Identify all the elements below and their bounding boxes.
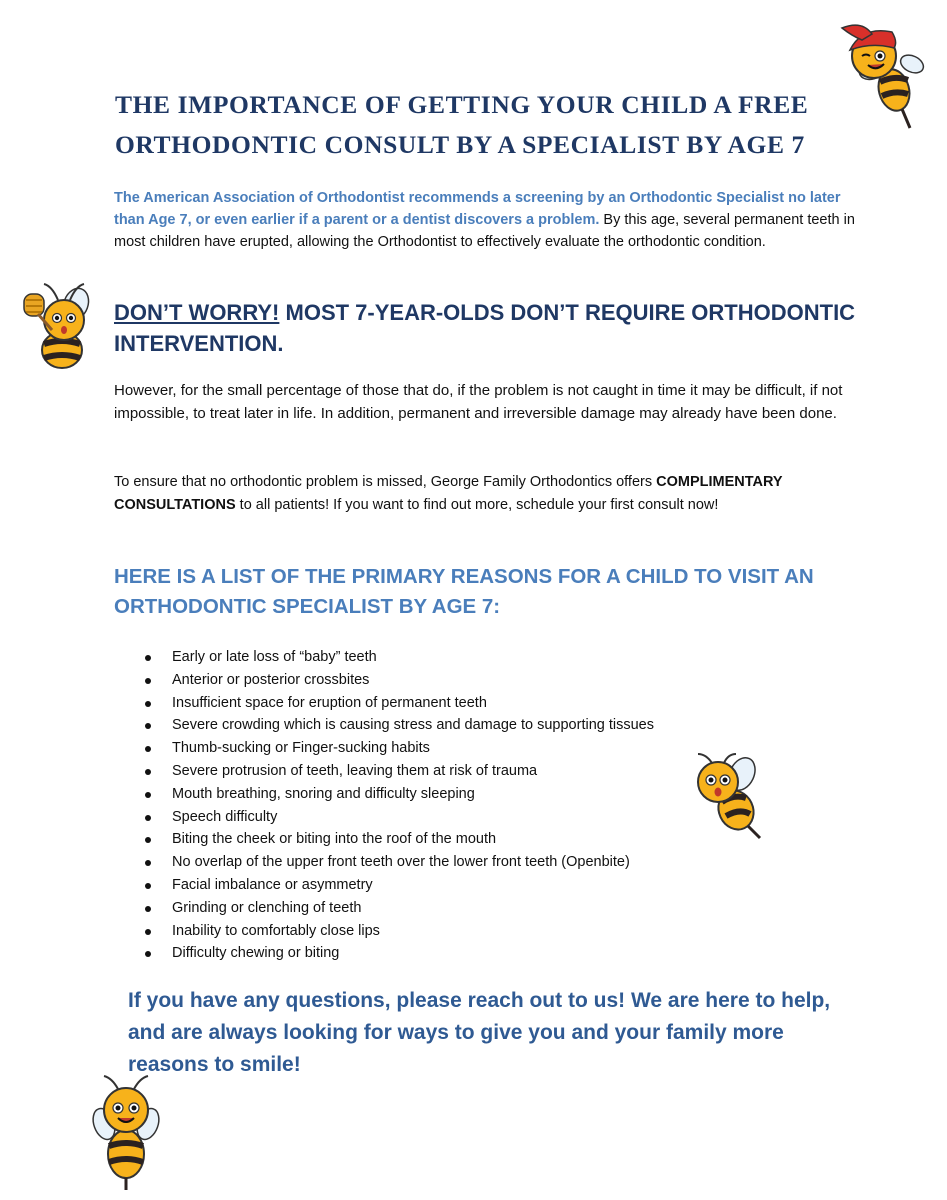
- list-item: [140, 806, 654, 829]
- consultation-text-before: To ensure that no orthodontic problem is missed, George Family Orthodontics offers: [114, 474, 657, 490]
- bullet-icon: [145, 906, 151, 912]
- list-item: [140, 692, 654, 715]
- bullet-icon: [145, 655, 151, 661]
- bullet-icon: [145, 678, 151, 684]
- list-item-text: Early or late loss of “baby” teeth: [172, 649, 377, 665]
- bullet-icon: [145, 746, 151, 752]
- closing-message: If you have any questions, please reach out to us! We are here to help, and are always looking for ways to give you and your family more reasons to smile!: [128, 989, 831, 1076]
- bullet-icon: [145, 723, 151, 729]
- bee-with-honey-dipper-icon: [14, 278, 106, 378]
- intro-highlight: The American Association of Orthodontist recommends a screening by an Orthodontic Specialist no later than Age 7, or even earlier if a parent or a dentist discovers a problem.: [114, 190, 841, 228]
- list-item-text: Difficulty chewing or biting: [172, 945, 340, 962]
- list-item: [140, 783, 654, 806]
- bullet-icon: [145, 792, 151, 798]
- consultation-paragraph: [114, 471, 879, 517]
- list-item: [140, 874, 654, 897]
- list-item-text: Anterior or posterior crossbites: [172, 671, 370, 688]
- intro-paragraph: [114, 187, 874, 253]
- title-line-2: ORTHODONTIC CONSULT BY A SPECIALIST BY AGE 7: [115, 130, 805, 159]
- reasons-heading: HERE IS A LIST OF THE PRIMARY REASONS FOR A CHILD TO VISIT AN ORTHODONTIC SPECIALIST BY AGE 7:: [114, 565, 814, 618]
- list-item: [140, 942, 654, 965]
- page-title: [115, 85, 850, 165]
- list-item: [140, 737, 654, 760]
- list-item-text: Speech difficulty: [172, 808, 278, 825]
- list-item: [140, 920, 654, 943]
- list-item-text: Biting the cheek or biting into the roof of the mouth: [172, 831, 497, 848]
- bullet-icon: [145, 815, 151, 821]
- surprised-bee-icon: [684, 752, 770, 842]
- list-item: [140, 760, 654, 783]
- list-item-text: No overlap of the upper front teeth over the lower front teeth (Openbite): [172, 854, 630, 871]
- worry-heading: [114, 297, 884, 359]
- bullet-icon: [145, 837, 151, 843]
- bullet-icon: [145, 929, 151, 935]
- consultation-text-after: to all patients! If you want to find out more, schedule your first consult now!: [235, 497, 719, 513]
- intro-rest: By this age, several permanent teeth in most children have erupted, allowing the Orthodontist to effectively evaluate the orthodontic condition.: [114, 212, 855, 250]
- bullet-icon: [145, 883, 151, 889]
- worry-heading-underlined: DON’T WORRY!: [114, 300, 280, 325]
- bullet-icon: [145, 951, 151, 957]
- list-item: [140, 669, 654, 692]
- list-item-text: Severe crowding which is causing stress and damage to supporting tissues: [172, 717, 654, 734]
- bullet-icon: [145, 860, 151, 866]
- list-item: [140, 851, 654, 874]
- bullet-icon: [145, 701, 151, 707]
- list-item-text: Thumb-sucking or Finger-sucking habits: [172, 740, 430, 757]
- smiling-bee-icon: [88, 1074, 164, 1192]
- risk-paragraph: However, for the small percentage of those that do, if the problem is not caught in time it may be difficult, if not impossible, to treat later in life. In addition, permanent and irreversible damage may already have been done.: [114, 382, 843, 422]
- list-item-text: Facial imbalance or asymmetry: [172, 876, 373, 893]
- reasons-list: [140, 646, 654, 965]
- list-item: [140, 828, 654, 851]
- list-item-text: Inability to comfortably close lips: [172, 922, 380, 939]
- title-line-1: THE IMPORTANCE OF GETTING YOUR CHILD A FREE: [115, 90, 809, 119]
- list-item-text: Severe protrusion of teeth, leaving them at risk of trauma: [172, 762, 538, 779]
- list-item-text: Grinding or clenching of teeth: [172, 899, 362, 916]
- list-item: [140, 897, 654, 920]
- list-item: [140, 646, 654, 669]
- list-item-text: Mouth breathing, snoring and difficulty sleeping: [172, 785, 475, 802]
- worry-heading-rest: MOST 7-YEAR-OLDS DON’T REQUIRE ORTHODONTIC INTERVENTION.: [114, 300, 856, 356]
- bullet-icon: [145, 769, 151, 775]
- list-item-text: Insufficient space for eruption of permanent teeth: [172, 694, 487, 711]
- list-item: [140, 714, 654, 737]
- complimentary-consultations-text: COMPLIMENTARY CONSULTATIONS: [114, 474, 783, 513]
